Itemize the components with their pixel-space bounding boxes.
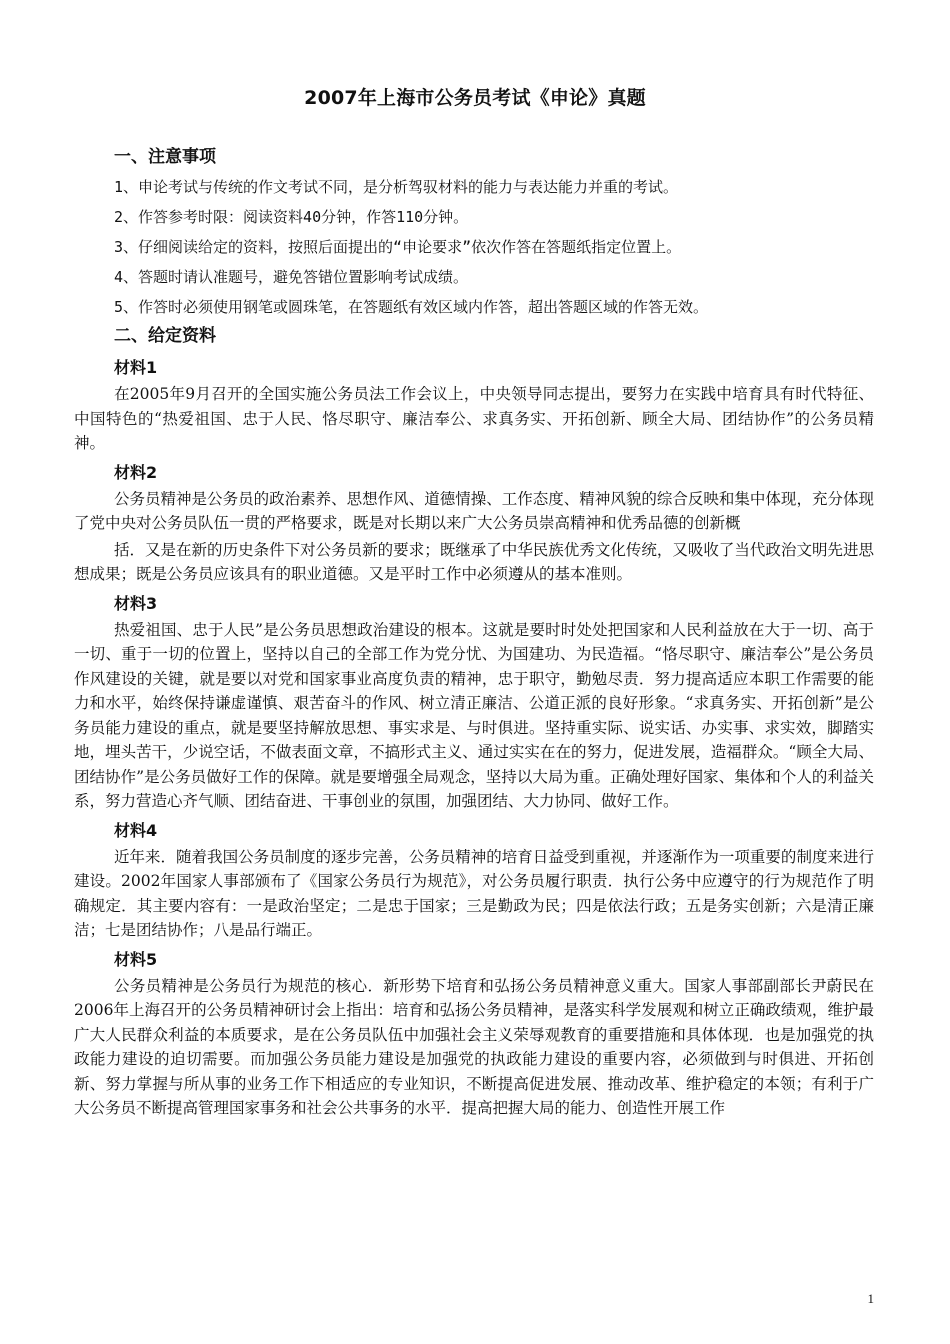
material-paragraph: 公务员精神是公务员的政治素养、思想作风、道德情操、工作态度、精神风貌的综合反映和集中体现，充分体现了党中央对公务员队伍一贯的严格要求，既是对长期以来广大公务员崇高精神和优秀品德的创新概 (74, 489, 874, 532)
notice-item: 4、答题时请认准题号，避免答错位置影响考试成绩。 (114, 268, 469, 286)
material-heading: 材料3 (114, 593, 158, 613)
material-paragraph: 近年来．随着我国公务员制度的逐步完善，公务员精神的培育日益受到重视，并逐渐作为一项重要的制度来进行建设。2002年国家人事部颁布了《国家公务员行为规范》，对公务员履行职责．执行公务中应遵守的行为规范作了明确规定．其主要内容有：一是政治坚定；二是忠于国家；三是勤政为民；四是依法行政；五是务实创新；六是清正廉洁；七是团结协作；八是品行端正。 (74, 847, 874, 939)
material-paragraph: 公务员精神是公务员行为规范的核心．新形势下培育和弘扬公务员精神意义重大。国家人事部副部长尹蔚民在2006年上海召开的公务员精神研讨会上指出：培育和弘扬公务员精神，是落实科学发展观和树立正确政绩观，维护最广大人民群众利益的本质要求，是在公务员队伍中加强社会主义荣辱观教育的重要措施和具体体现．也是加强党的执政能力建设的迫切需要。而加强公务员能力建设是加强党的执政能力建设的重要内容，必须做到与时俱进、开拓创新、努力掌握与所从事的业务工作下相适应的专业知识，不断提高促进发展、推动改革、维护稳定的本领；有利于广大公务员不断提高管理国家事务和社会公共事务的水平．提高把握大局的能力、创造性开展工作 (74, 976, 874, 1117)
document-body (74, 143, 874, 1123)
section-heading-materials: 二、给定资料 (114, 326, 216, 346)
notice-item: 3、仔细阅读给定的资料，按照后面提出的“申论要求”依次作答在答题纸指定位置上。 (114, 238, 682, 256)
material-heading: 材料4 (114, 820, 158, 840)
section-heading-notice: 一、注意事项 (114, 147, 216, 167)
page-number: 1 (867, 1291, 874, 1306)
notice-item: 2、作答参考时限：阅读资料40分钟，作答110分钟。 (114, 208, 469, 226)
material-heading: 材料2 (114, 462, 158, 482)
notice-item: 1、申论考试与传统的作文考试不同，是分析驾驭材料的能力与表达能力并重的考试。 (114, 178, 679, 196)
material-paragraph: 括．又是在新的历史条件下对公务员新的要求；既继承了中华民族优秀文化传统，又吸收了当代政治文明先进思想成果；既是公务员应该具有的职业道德。又是平时工作中必须遵从的基本准则。 (74, 540, 874, 583)
notice-item: 5、作答时必须使用钢笔或圆珠笔，在答题纸有效区域内作答，超出答题区域的作答无效。 (114, 298, 709, 316)
material-paragraph: 在2005年9月召开的全国实施公务员法工作会议上，中央领导同志提出，要努力在实践中培育具有时代特征、中国特色的“热爱祖国、忠于人民、恪尽职守、廉洁奉公、求真务实、开拓创新、顾全大局、团结协作”的公务员精神。 (74, 385, 874, 452)
document-title: 2007年上海市公务员考试《申论》真题 (304, 87, 646, 109)
material-heading: 材料1 (114, 358, 158, 377)
material-paragraph: 热爱祖国、忠于人民”是公务员思想政治建设的根本。这就是要时时处处把国家和人民利益放在大于一切、高于一切、重于一切的位置上，坚持以自己的全部工作为党分忧、为国建功、为民造福。“恪尽职守、廉洁奉公”是公务员作风建设的关键，就是要以对党和国家事业高度负责的精神，忠于职守，勤勉尽责．努力提高适应本职工作需要的能力和水平，始终保持谦虚谨慎、艰苦奋斗的作风、树立清正廉洁、公道正派的良好形象。“求真务实、开拓创新”是公务员能力建设的重点，就是要坚持解放思想、事实求是、与时俱进。坚持重实际、说实话、办实事、求实效，脚踏实地，埋头苦干，少说空话，不做表面文章，不搞形式主义、通过实实在在的努力，促进发展，造福群众。“顾全大局、团结协作”是公务员做好工作的保障。就是要增强全局观念，坚持以大局为重。正确处理好国家、集体和个人的利益关系，努力营造心齐气顺、团结奋进、干事创业的氛围，加强团结、大力协同、做好工作。 (74, 620, 874, 810)
material-heading: 材料5 (114, 949, 158, 969)
